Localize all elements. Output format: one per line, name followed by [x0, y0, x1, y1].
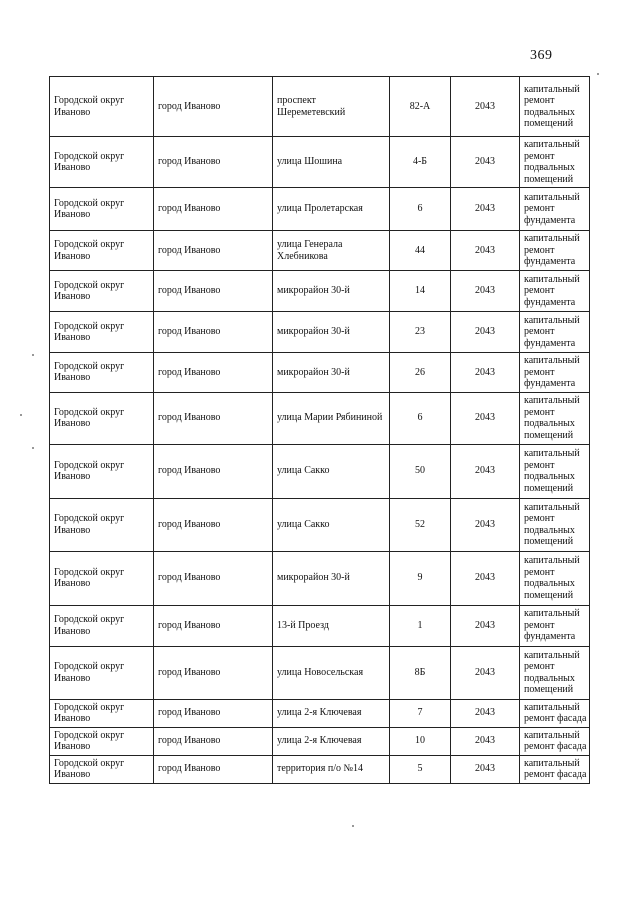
- work-type-cell: капитальный ремонт фундамента: [520, 312, 590, 353]
- house-number-cell: 44: [390, 231, 451, 271]
- work-type-cell: капитальный ремонт подвальных помещений: [520, 137, 590, 188]
- city-cell: город Иваново: [154, 727, 273, 755]
- city-cell: город Иваново: [154, 353, 273, 393]
- municipality-cell: Городской округ Иваново: [50, 699, 154, 727]
- year-cell: 2043: [451, 498, 520, 551]
- work-type-cell: капитальный ремонт фундамента: [520, 231, 590, 271]
- table-row: [50, 77, 590, 137]
- city-cell: город Иваново: [154, 392, 273, 444]
- street-cell: улица Сакко: [273, 444, 390, 498]
- year-cell: 2043: [451, 271, 520, 312]
- table-row: [50, 498, 590, 551]
- table-row: [50, 551, 590, 605]
- municipality-cell: Городской округ Иваново: [50, 77, 154, 137]
- street-cell: территория п/о №14: [273, 755, 390, 783]
- work-type-cell: капитальный ремонт подвальных помещений: [520, 392, 590, 444]
- street-cell: проспект Шереметевский: [273, 77, 390, 137]
- city-cell: город Иваново: [154, 699, 273, 727]
- table-row: [50, 353, 590, 393]
- city-cell: город Иваново: [154, 551, 273, 605]
- scan-speck: [32, 447, 34, 449]
- city-cell: город Иваново: [154, 77, 273, 137]
- table-row: [50, 137, 590, 188]
- municipality-cell: Городской округ Иваново: [50, 312, 154, 353]
- work-type-cell: капитальный ремонт фундамента: [520, 605, 590, 646]
- street-cell: улица 2-я Ключевая: [273, 699, 390, 727]
- city-cell: город Иваново: [154, 444, 273, 498]
- work-type-cell: капитальный ремонт подвальных помещений: [520, 77, 590, 137]
- work-type-cell: капитальный ремонт фасада: [520, 727, 590, 755]
- year-cell: 2043: [451, 727, 520, 755]
- work-type-cell: капитальный ремонт подвальных помещений: [520, 444, 590, 498]
- street-cell: микрорайон 30-й: [273, 353, 390, 393]
- street-cell: улица Сакко: [273, 498, 390, 551]
- work-type-cell: капитальный ремонт фасада: [520, 755, 590, 783]
- house-number-cell: 5: [390, 755, 451, 783]
- municipality-cell: Городской округ Иваново: [50, 353, 154, 393]
- city-cell: город Иваново: [154, 498, 273, 551]
- house-number-cell: 10: [390, 727, 451, 755]
- scan-speck: [32, 354, 34, 356]
- table-row: [50, 231, 590, 271]
- street-cell: улица Марии Рябининой: [273, 392, 390, 444]
- work-type-cell: капитальный ремонт фасада: [520, 699, 590, 727]
- house-number-cell: 14: [390, 271, 451, 312]
- city-cell: город Иваново: [154, 755, 273, 783]
- table-row: [50, 727, 590, 755]
- house-number-cell: 6: [390, 188, 451, 231]
- year-cell: 2043: [451, 646, 520, 699]
- work-type-cell: капитальный ремонт фундамента: [520, 353, 590, 393]
- work-type-cell: капитальный ремонт подвальных помещений: [520, 498, 590, 551]
- table-row: [50, 188, 590, 231]
- repair-schedule-table: [49, 76, 590, 784]
- city-cell: город Иваново: [154, 231, 273, 271]
- house-number-cell: 1: [390, 605, 451, 646]
- house-number-cell: 8Б: [390, 646, 451, 699]
- city-cell: город Иваново: [154, 188, 273, 231]
- year-cell: 2043: [451, 312, 520, 353]
- municipality-cell: Городской округ Иваново: [50, 646, 154, 699]
- year-cell: 2043: [451, 188, 520, 231]
- municipality-cell: Городской округ Иваново: [50, 498, 154, 551]
- municipality-cell: Городской округ Иваново: [50, 392, 154, 444]
- work-type-cell: капитальный ремонт фундамента: [520, 271, 590, 312]
- year-cell: 2043: [451, 605, 520, 646]
- street-cell: улица Шошина: [273, 137, 390, 188]
- work-type-cell: капитальный ремонт фундамента: [520, 188, 590, 231]
- page-number: 369: [530, 48, 553, 63]
- house-number-cell: 52: [390, 498, 451, 551]
- year-cell: 2043: [451, 551, 520, 605]
- house-number-cell: 9: [390, 551, 451, 605]
- city-cell: город Иваново: [154, 137, 273, 188]
- work-type-cell: капитальный ремонт подвальных помещений: [520, 551, 590, 605]
- city-cell: город Иваново: [154, 312, 273, 353]
- municipality-cell: Городской округ Иваново: [50, 755, 154, 783]
- street-cell: улица Пролетарская: [273, 188, 390, 231]
- house-number-cell: 82-А: [390, 77, 451, 137]
- work-type-cell: капитальный ремонт подвальных помещений: [520, 646, 590, 699]
- street-cell: улица Генерала Хлебникова: [273, 231, 390, 271]
- street-cell: микрорайон 30-й: [273, 312, 390, 353]
- house-number-cell: 7: [390, 699, 451, 727]
- year-cell: 2043: [451, 392, 520, 444]
- street-cell: улица 2-я Ключевая: [273, 727, 390, 755]
- table-row: [50, 755, 590, 783]
- year-cell: 2043: [451, 353, 520, 393]
- year-cell: 2043: [451, 231, 520, 271]
- table-row: [50, 312, 590, 353]
- city-cell: город Иваново: [154, 271, 273, 312]
- municipality-cell: Городской округ Иваново: [50, 605, 154, 646]
- house-number-cell: 26: [390, 353, 451, 393]
- year-cell: 2043: [451, 77, 520, 137]
- table-body: [50, 77, 590, 784]
- municipality-cell: Городской округ Иваново: [50, 727, 154, 755]
- table-row: [50, 699, 590, 727]
- year-cell: 2043: [451, 755, 520, 783]
- scan-speck: [352, 825, 354, 827]
- house-number-cell: 23: [390, 312, 451, 353]
- scan-speck: [20, 414, 22, 416]
- house-number-cell: 50: [390, 444, 451, 498]
- table-row: [50, 444, 590, 498]
- municipality-cell: Городской округ Иваново: [50, 188, 154, 231]
- table-row: [50, 271, 590, 312]
- street-cell: улица Новосельская: [273, 646, 390, 699]
- house-number-cell: 6: [390, 392, 451, 444]
- table-row: [50, 392, 590, 444]
- municipality-cell: Городской округ Иваново: [50, 444, 154, 498]
- municipality-cell: Городской округ Иваново: [50, 231, 154, 271]
- street-cell: 13-й Проезд: [273, 605, 390, 646]
- table-row: [50, 646, 590, 699]
- street-cell: микрорайон 30-й: [273, 271, 390, 312]
- municipality-cell: Городской округ Иваново: [50, 551, 154, 605]
- table-row: [50, 605, 590, 646]
- year-cell: 2043: [451, 444, 520, 498]
- scan-speck: [597, 73, 599, 75]
- street-cell: микрорайон 30-й: [273, 551, 390, 605]
- city-cell: город Иваново: [154, 646, 273, 699]
- municipality-cell: Городской округ Иваново: [50, 271, 154, 312]
- year-cell: 2043: [451, 699, 520, 727]
- city-cell: город Иваново: [154, 605, 273, 646]
- year-cell: 2043: [451, 137, 520, 188]
- municipality-cell: Городской округ Иваново: [50, 137, 154, 188]
- house-number-cell: 4-Б: [390, 137, 451, 188]
